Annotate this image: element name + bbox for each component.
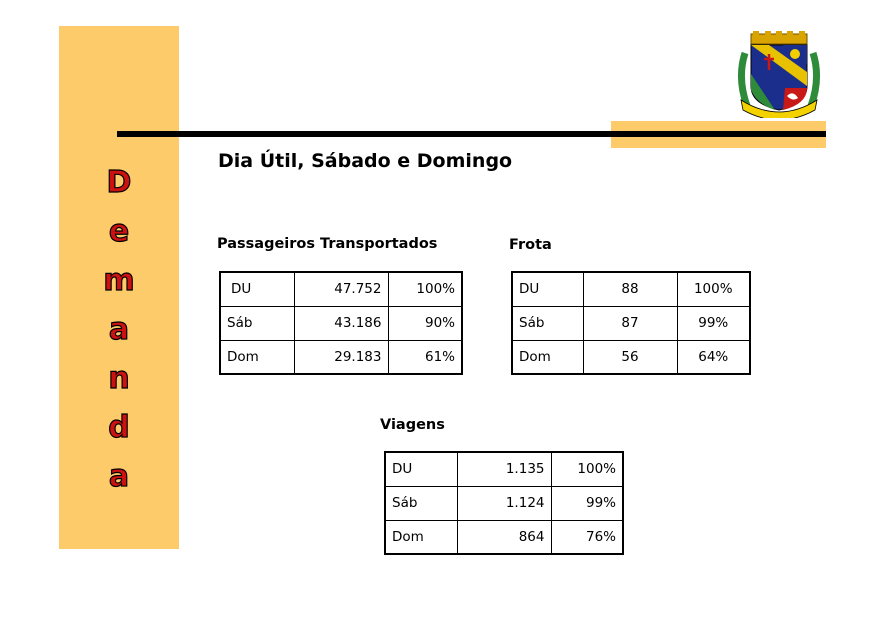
- row-label: Dom: [385, 520, 457, 554]
- row-label: Sáb: [385, 486, 457, 520]
- caruaru-crest-icon: [735, 28, 823, 118]
- section-title-viagens: Viagens: [380, 417, 445, 433]
- row-label: Sáb: [512, 306, 583, 340]
- row-value: 88: [583, 272, 677, 306]
- row-percent: 61%: [388, 340, 462, 374]
- row-label: DU: [512, 272, 583, 306]
- table-row: [512, 272, 750, 306]
- side-letter: m: [103, 263, 135, 298]
- side-letter: D: [106, 165, 132, 200]
- row-percent: 100%: [388, 272, 462, 306]
- table-row: [385, 486, 623, 520]
- row-value: 87: [583, 306, 677, 340]
- row-percent: 99%: [677, 306, 750, 340]
- table-row: [385, 452, 623, 486]
- row-label: Dom: [220, 340, 294, 374]
- side-title-demanda: [59, 158, 179, 501]
- row-percent: 100%: [551, 452, 623, 486]
- row-percent: 99%: [551, 486, 623, 520]
- row-value: 1.135: [457, 452, 551, 486]
- row-percent: 100%: [677, 272, 750, 306]
- table-row: [220, 272, 462, 306]
- row-label: DU: [220, 272, 294, 306]
- row-value: 864: [457, 520, 551, 554]
- side-letter: n: [108, 361, 130, 396]
- row-value: 29.183: [294, 340, 388, 374]
- table-row: [512, 340, 750, 374]
- table-row: [220, 340, 462, 374]
- table-row: [512, 306, 750, 340]
- row-value: 56: [583, 340, 677, 374]
- side-letter: d: [108, 410, 130, 445]
- table-passageiros: [219, 271, 463, 375]
- row-percent: 76%: [551, 520, 623, 554]
- row-value: 1.124: [457, 486, 551, 520]
- section-title-passageiros: Passageiros Transportados: [217, 236, 438, 252]
- side-letter: a: [108, 459, 130, 494]
- row-percent: 64%: [677, 340, 750, 374]
- page-title: Dia Útil, Sábado e Domingo: [218, 150, 513, 172]
- table-row: [385, 520, 623, 554]
- row-label: Dom: [512, 340, 583, 374]
- table-row: [220, 306, 462, 340]
- row-label: DU: [385, 452, 457, 486]
- row-value: 47.752: [294, 272, 388, 306]
- side-letter: e: [108, 214, 130, 249]
- row-label: Sáb: [220, 306, 294, 340]
- row-value: 43.186: [294, 306, 388, 340]
- section-title-frota: Frota: [509, 237, 552, 253]
- header-rule-accent: [611, 131, 826, 137]
- row-percent: 90%: [388, 306, 462, 340]
- side-letter: a: [108, 312, 130, 347]
- table-viagens: [384, 451, 624, 555]
- table-frota: [511, 271, 751, 375]
